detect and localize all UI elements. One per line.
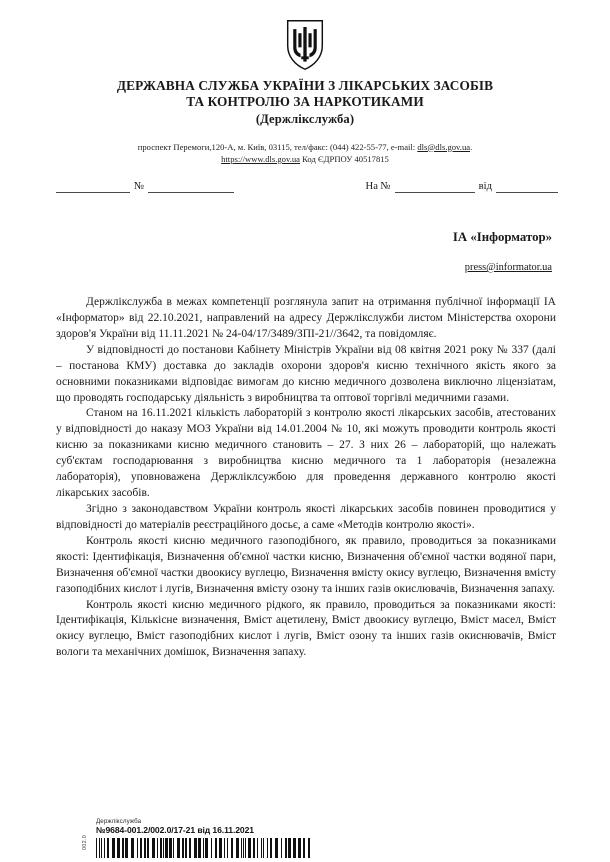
addressee-name: ІА «Інформатор» [452, 229, 552, 244]
stamp-organization: Держлікслужба [96, 817, 142, 825]
reference-line [0, 181, 610, 193]
reference-number-label: № [134, 180, 145, 192]
contacts-address-phone: проспект Перемоги,120-А, м. Київ, 03115, тел/факс: (044) 422-55-77, e-mail: [137, 141, 418, 152]
body-paragraph-5: Контроль якості кисню медичного газоподібного, як правило, проводиться за показниками якості: Ідентифікація, Визначення об'ємної частки кисню, Визначення об'ємної частки водяної пари, Визначення об'ємної частки двоокису вуглецю, Визначення вмісту окису вуглецю, Визначення вмісту газоподібних кислот і лугів, Визначення вмісту озону та інших газів окислювачів, Визначення запаху. [56, 534, 556, 595]
organization-title [58, 78, 552, 128]
reference-number-field[interactable] [148, 182, 234, 193]
reference-incoming-number-field[interactable] [395, 182, 475, 193]
addressee-email[interactable]: press@informator.ua [464, 261, 552, 273]
contacts-email-link[interactable]: dls@dls.gov.ua [417, 141, 471, 152]
contacts-line-1 [0, 141, 610, 153]
reference-outgoing-group [56, 181, 234, 193]
body-paragraph-4: Згідно з законодавством України контроль якості лікарських засобів повинен проводитися у відповідності до матеріалів реєстраційного досьє, а саме «Методів контролю якості». [56, 502, 556, 531]
stamp-registration-number: №9684-001.2/002.0/17-21 від 16.11.2021 [96, 825, 254, 836]
reference-incoming-group [366, 181, 558, 193]
reference-incoming-label: На № [365, 180, 391, 192]
body-paragraph-2: У відповідності до постанови Кабінету Міністрів України від 08 квітня 2021 року № 337 (далі – постанова КМУ) доставка до закладів охорони здоров'я кисню технічного якість якого за основними показниками відповідає вимогам до кисню медичного дозволена виключно ліцензіатам, що проводять господарську діяльність з виробництва та оптової торгівлі медичними газами. [56, 343, 556, 404]
contacts-edrpou: Код ЄДРПОУ 40517815 [299, 153, 389, 164]
stamp-content [96, 818, 311, 858]
contacts-website-link[interactable]: https://www.dls.gov.ua [221, 153, 300, 164]
addressee-block [0, 230, 610, 273]
reference-incoming-date-field[interactable] [496, 182, 558, 193]
organization-short-name: (Держлікслужба) [255, 111, 355, 126]
reference-date-field[interactable] [56, 182, 130, 193]
contacts-line-2 [0, 153, 610, 165]
barcode-128-icon [96, 838, 311, 858]
digital-signature-stamp [96, 818, 311, 858]
contacts-block [0, 141, 610, 165]
contacts-email-period: . [470, 141, 473, 152]
letter-body [0, 295, 610, 661]
ukraine-trident-coat-of-arms-icon [284, 18, 326, 72]
organization-title-line1: ДЕРЖАВНА СЛУЖБА УКРАЇНИ З ЛІКАРСЬКИХ ЗАСОБІВ [116, 78, 494, 93]
organization-title-line2: ТА КОНТРОЛЮ ЗА НАРКОТИКАМИ [186, 94, 424, 110]
stamp-side-code: 002.0 [82, 835, 88, 850]
body-paragraph-1: Держлікслужба в межах компетенції розглянула запит на отримання публічної інформації ІА «Інформатор» від 22.10.2021, направлений на адресу Держлікслужби листом Міністерства охорони здоров'я України від 11.11.2021 № 24-04/17/3489/ЗПІ-21//3642, та повідомляє. [56, 295, 556, 340]
reference-incoming-date-label: від [478, 180, 492, 192]
letterhead [0, 0, 610, 165]
body-paragraph-6: Контроль якості кисню медичного рідкого, як правило, проводиться за показниками якості: Ідентифікація, Кількісне визначення, Вміст ацетилену, Вміст двоокису вуглецю, Вміст масел, Вміст окису вуглецю, Вміст газоподібних кислот і лугів, Вміст озону та інших газів окиснювачів, Вміст вологи та механічних домішок, Визначення запаху. [56, 598, 556, 659]
body-paragraph-3: Станом на 16.11.2021 кількість лабораторій з контролю якості лікарських засобів, атестованих у відповідності до наказу МОЗ України від 14.01.2004 № 10, які можуть проводити контроль якості кисню за показниками кисню медичного становить – 27. З них 26 – лабораторій, що належать суб'єктам господарювання з виробництва кисню медичного та 1 лабораторія (незалежна лабораторія), уповноважена Держліклсужбою для проведення державного контролю якості лікарських засобів. [56, 407, 556, 500]
